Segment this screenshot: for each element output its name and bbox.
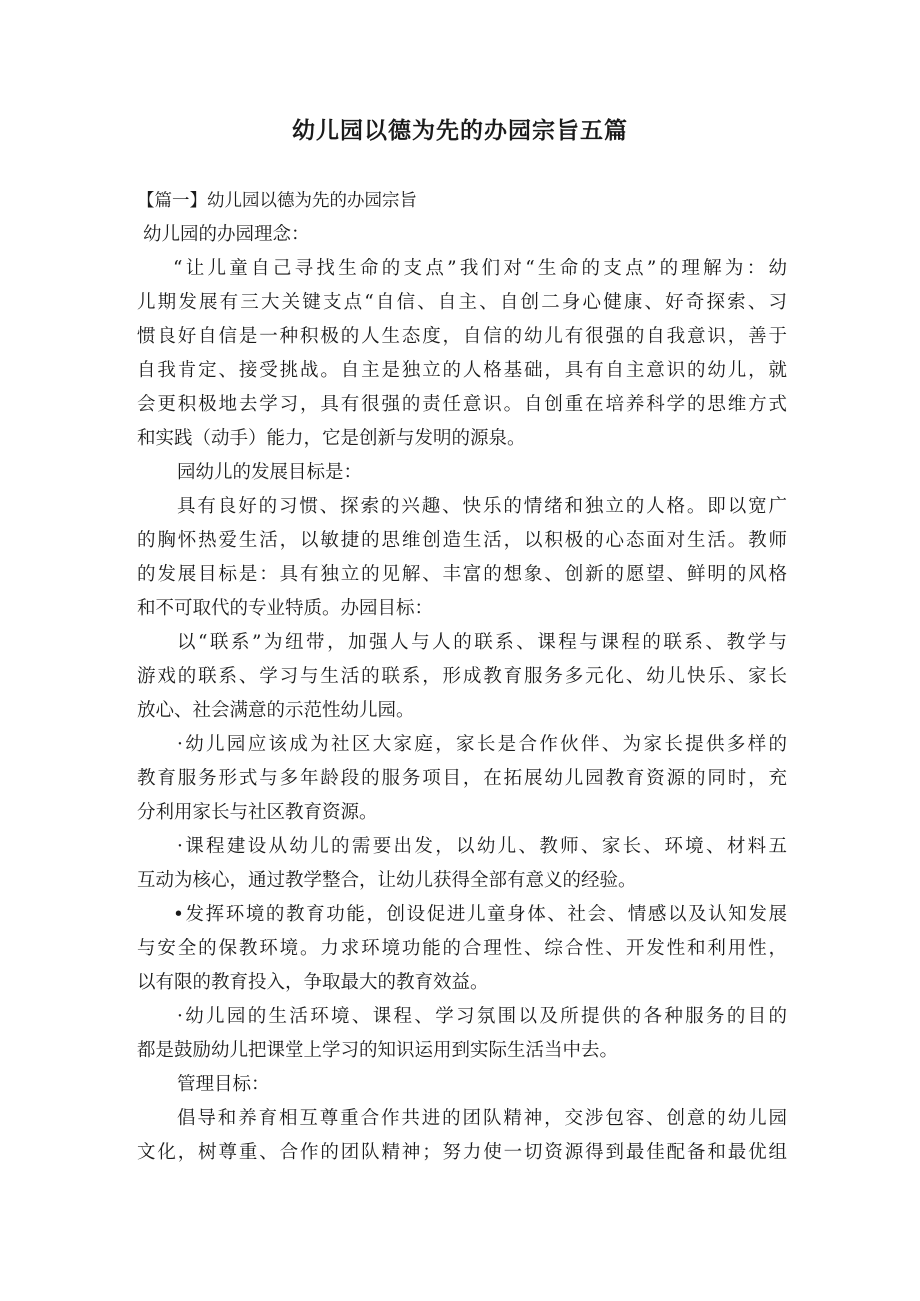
paragraph-line: 具有良好的习惯、探索的兴趣、快乐的情绪和独立的人格。即以宽广 — [177, 496, 787, 517]
paragraph-line: 游戏的联系、学习与生活的联系，形成教育服务多元化、幼儿快乐、家长 — [137, 666, 787, 687]
section-heading: 【篇一】幼儿园以德为先的办园宗旨 — [137, 191, 417, 211]
paragraph-line: 自我肯定、接受挑战。自主是独立的人格基础，具有自主意识的幼儿，就 — [137, 360, 787, 381]
paragraph-line: 的发展目标是：具有独立的见解、丰富的想象、创新的愿望、鲜明的风格 — [137, 564, 787, 585]
paragraph-line: 放心、社会满意的示范性幼儿园。 — [137, 700, 415, 721]
paragraph-line: 教育服务形式与多年龄段的服务项目，在拓展幼儿园教育资源的同时，充 — [137, 768, 787, 789]
paragraph-line: 以“联系”为纽带，加强人与人的联系、课程与课程的联系、教学与 — [177, 632, 787, 653]
paragraph-line: 和不可取代的专业特质。办园目标： — [137, 598, 434, 619]
paragraph-line: 和实践（动手）能力，它是创新与发明的源泉。 — [137, 428, 526, 449]
paragraph-line: 倡导和养育相互尊重合作共进的团队精神，交涉包容、创意的幼儿园 — [177, 1108, 787, 1129]
paragraph-line: 都是鼓励幼儿把课堂上学习的知识运用到实际生活当中去。 — [137, 1040, 619, 1061]
paragraph-line: 会更积极地去学习，具有很强的责任意识。自创重在培养科学的思维方式 — [137, 394, 787, 415]
paragraph-line: ·幼儿园的生活环境、课程、学习氛围以及所提供的各种服务的目的 — [177, 1006, 787, 1027]
paragraph-line: ·课程建设从幼儿的需要出发，以幼儿、教师、家长、环境、材料五 — [177, 836, 787, 857]
document-body — [137, 184, 787, 1170]
paragraph-line: 互动为核心，通过教学整合，让幼儿获得全部有意义的经验。 — [137, 870, 637, 891]
paragraph-line: 惯良好自信是一种积极的人生态度，自信的幼儿有很强的自我意识，善于 — [137, 326, 787, 347]
paragraph-line: 文化，树尊重、合作的团队精神；努力使一切资源得到最佳配备和最优组 — [137, 1142, 787, 1163]
paragraph-line: 以有限的教育投入，争取最大的教育效益。 — [137, 972, 489, 993]
paragraph-line: 园幼儿的发展目标是： — [177, 462, 363, 483]
paragraph-line: ·幼儿园应该成为社区大家庭，家长是合作伙伴、为家长提供多样的 — [177, 734, 787, 755]
paragraph-line: 幼儿园的办园理念： — [143, 224, 310, 245]
paragraph-line: 分利用家长与社区教育资源。 — [137, 802, 378, 823]
paragraph-line: “让儿童自己寻找生命的支点”我们对“生命的支点”的理解为：幼 — [173, 258, 787, 279]
paragraph-line: 儿期发展有三大关键支点“自信、自主、自创二身心健康、好奇探索、习 — [137, 292, 787, 313]
document-title: 幼儿园以德为先的办园宗旨五篇 — [292, 118, 628, 144]
paragraph-line: •发挥环境的教育功能，创设促进儿童身体、社会、情感以及认知发展 — [173, 904, 787, 925]
paragraph-line: 与安全的保教环境。力求环境功能的合理性、综合性、开发性和利用性， — [137, 938, 787, 959]
paragraph-line: 管理目标： — [177, 1074, 270, 1095]
paragraph-line: 的胸怀热爱生活，以敏捷的思维创造生活，以积极的心态面对生活。教师 — [137, 530, 787, 551]
